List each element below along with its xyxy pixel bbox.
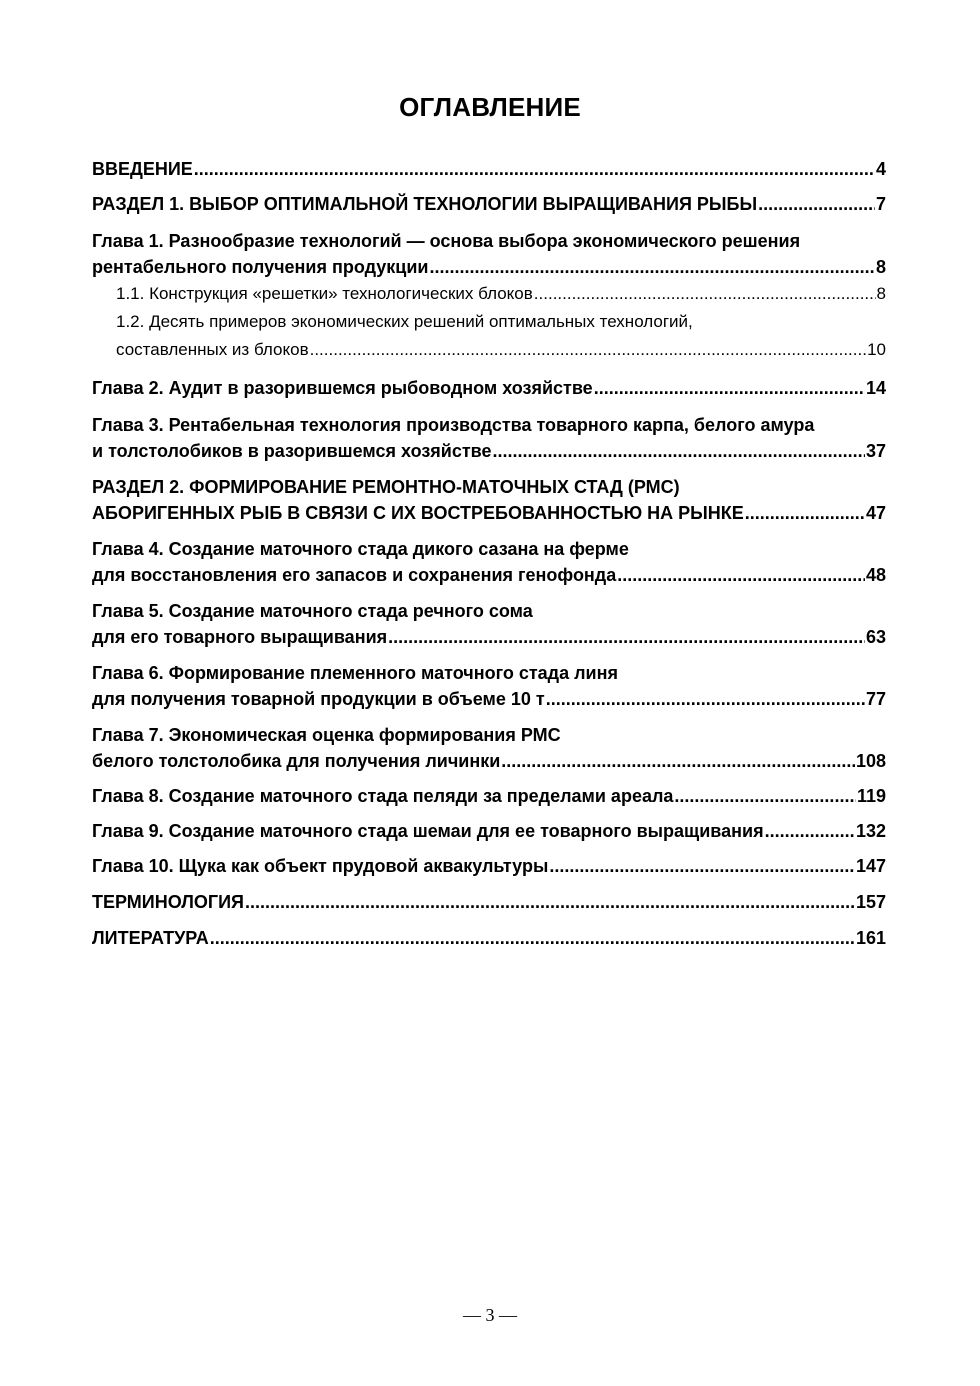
toc-entry-text: ВВЕДЕНИЕ xyxy=(92,159,193,179)
toc-entry-line xyxy=(92,783,886,809)
toc-entry-text: Глава 8. Создание маточного стада пеляди за пределами ареала xyxy=(92,786,674,806)
toc-page-number: 14 xyxy=(865,378,886,398)
toc-entry[interactable] xyxy=(92,412,886,464)
dot-leader xyxy=(549,853,855,879)
toc-entry[interactable] xyxy=(92,783,886,809)
dot-leader xyxy=(493,438,865,464)
toc-page-number: 157 xyxy=(855,892,886,912)
toc-entry-line xyxy=(92,438,886,464)
toc-entry[interactable] xyxy=(92,156,886,182)
toc-entry[interactable] xyxy=(92,375,886,401)
dot-leader xyxy=(501,748,855,774)
toc-entry-line xyxy=(116,280,886,308)
toc-entry-line xyxy=(92,500,886,526)
toc-entry-text: для восстановления его запасов и сохранения генофонда xyxy=(92,565,617,585)
toc-entry-text: РАЗДЕЛ 1. ВЫБОР ОПТИМАЛЬНОЙ ТЕХНОЛОГИИ ВЫРАЩИВАНИЯ РЫБЫ xyxy=(92,194,758,214)
toc-entry[interactable] xyxy=(92,925,886,951)
toc-entry-text: Глава 7. Экономическая оценка формирования РМС xyxy=(92,725,561,745)
toc-entry-text: Глава 5. Создание маточного стада речного сома xyxy=(92,601,533,621)
dot-leader xyxy=(745,500,865,526)
page-number: — 3 — xyxy=(463,1305,517,1325)
toc-entry-text: АБОРИГЕННЫХ РЫБ В СВЯЗИ С ИХ ВОСТРЕБОВАННОСТЬЮ НА РЫНКЕ xyxy=(92,503,744,523)
toc-entry-line xyxy=(92,562,886,588)
toc-entry[interactable] xyxy=(92,280,886,308)
toc-entry-line xyxy=(92,748,886,774)
dot-leader xyxy=(674,783,856,809)
toc-entry-line xyxy=(92,686,886,712)
toc-entry-text: Глава 9. Создание маточного стада шемаи для ее товарного выращивания xyxy=(92,821,764,841)
toc-page-number: 10 xyxy=(867,340,886,359)
toc-entry-text: ЛИТЕРАТУРА xyxy=(92,928,209,948)
toc-entry[interactable] xyxy=(92,308,886,364)
toc-entry-text: составленных из блоков xyxy=(116,340,309,359)
toc-page-number: 63 xyxy=(865,627,886,647)
toc-entry-text: Глава 4. Создание маточного стада дикого сазана на ферме xyxy=(92,539,629,559)
toc-entry-text: 1.2. Десять примеров экономических решений оптимальных технологий, xyxy=(116,312,693,331)
toc-page-number: 147 xyxy=(855,856,886,876)
toc-entry[interactable] xyxy=(92,536,886,588)
toc-entry-line xyxy=(92,156,886,182)
toc-page-number: 161 xyxy=(855,928,886,948)
toc-entry-text: ТЕРМИНОЛОГИЯ xyxy=(92,892,244,912)
toc-entry-line xyxy=(92,889,886,915)
toc-entry[interactable] xyxy=(92,191,886,217)
dot-leader xyxy=(546,686,865,712)
toc-entry-text: 1.1. Конструкция «решетки» технологических блоков xyxy=(116,284,533,303)
toc-page-number: 7 xyxy=(875,194,886,214)
toc-entry[interactable] xyxy=(92,474,886,526)
toc-entry-text: белого толстолобика для получения личинки xyxy=(92,751,501,771)
toc-entry-line xyxy=(92,254,886,280)
toc-entry-line xyxy=(92,624,886,650)
dot-leader xyxy=(429,254,875,280)
toc-entry[interactable] xyxy=(92,660,886,712)
toc-entry-text: Глава 10. Щука как объект прудовой аквакультуры xyxy=(92,856,549,876)
toc-entry-line xyxy=(92,853,886,879)
toc-entry[interactable] xyxy=(92,818,886,844)
dot-leader xyxy=(245,889,855,915)
toc-entry-text: РАЗДЕЛ 2. ФОРМИРОВАНИЕ РЕМОНТНО-МАТОЧНЫХ СТАД (РМС) xyxy=(92,477,680,497)
toc-entry-text: для получения товарной продукции в объеме 10 т xyxy=(92,689,545,709)
dot-leader xyxy=(765,818,855,844)
toc-entry-line xyxy=(92,818,886,844)
page-title: ОГЛАВЛЕНИЕ xyxy=(399,92,581,122)
dot-leader xyxy=(594,375,865,401)
dot-leader xyxy=(210,925,855,951)
dot-leader xyxy=(388,624,865,650)
toc-page-number: 119 xyxy=(856,786,886,806)
dot-leader xyxy=(194,156,875,182)
toc-page-number: 8 xyxy=(875,257,886,277)
dot-leader xyxy=(310,336,866,364)
toc-entry[interactable] xyxy=(92,889,886,915)
toc-entry-text: Глава 6. Формирование племенного маточного стада линя xyxy=(92,663,618,683)
toc-page-number: 132 xyxy=(855,821,886,841)
toc-entry-line xyxy=(92,375,886,401)
toc-entry-line xyxy=(92,191,886,217)
toc-entry-text: и толстолобиков в разорившемся хозяйстве xyxy=(92,441,492,461)
toc-entry[interactable] xyxy=(92,722,886,774)
toc-entry-text: Глава 3. Рентабельная технология производства товарного карпа, белого амура xyxy=(92,415,815,435)
table-of-contents xyxy=(92,156,886,951)
toc-entry-text: Глава 1. Разнообразие технологий — основа выбора экономического решения xyxy=(92,231,801,251)
toc-entry-text: рентабельного получения продукции xyxy=(92,257,429,277)
toc-entry[interactable] xyxy=(92,598,886,650)
toc-entry-text: для его товарного выращивания xyxy=(92,627,388,647)
dot-leader xyxy=(617,562,865,588)
toc-page-number: 47 xyxy=(865,503,886,523)
toc-page-number: 8 xyxy=(876,284,886,303)
toc-entry[interactable] xyxy=(92,853,886,879)
dot-leader xyxy=(534,280,876,308)
toc-entry-line xyxy=(92,925,886,951)
toc-entry-line xyxy=(116,336,886,364)
toc-page-number: 37 xyxy=(865,441,886,461)
toc-page-number: 4 xyxy=(875,159,886,179)
dot-leader xyxy=(758,191,875,217)
toc-page-number: 108 xyxy=(855,751,886,771)
toc-entry[interactable] xyxy=(92,228,886,280)
toc-page-number: 48 xyxy=(865,565,886,585)
toc-page-number: 77 xyxy=(865,689,886,709)
toc-entry-text: Глава 2. Аудит в разорившемся рыбоводном хозяйстве xyxy=(92,378,593,398)
